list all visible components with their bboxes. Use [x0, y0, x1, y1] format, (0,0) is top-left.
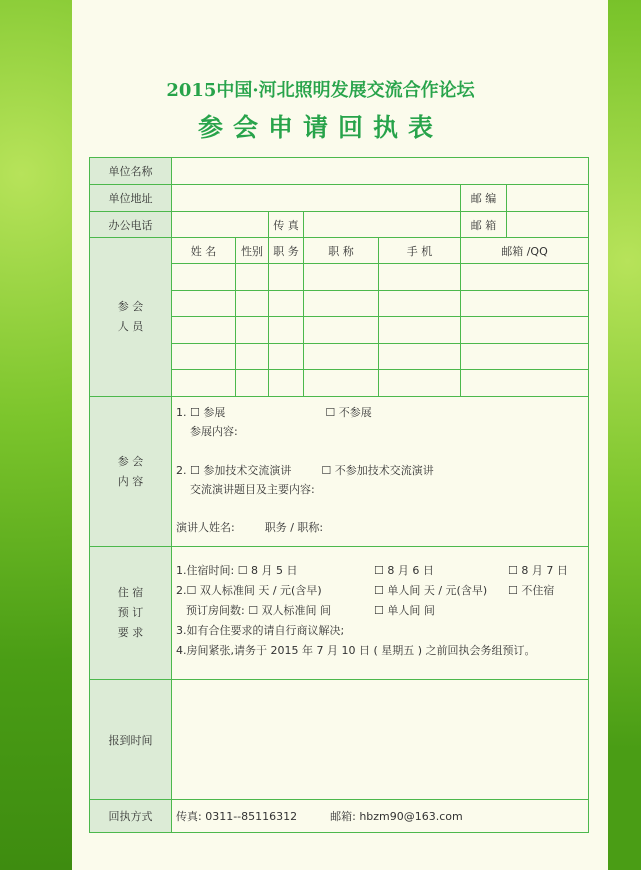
reply-method-cell	[172, 800, 589, 833]
reply-email: 邮箱: hbzm90@163.com	[330, 810, 463, 823]
attendee-cell[interactable]	[379, 291, 461, 317]
speech-topic-label: 交流演讲题目及主要内容:	[190, 483, 315, 496]
attendee-cell[interactable]	[172, 264, 236, 291]
stay-date-aug5[interactable]: 1.住宿时间: ☐ 8 月 5 日	[176, 564, 298, 577]
office-phone-label: 办公电话	[90, 212, 172, 238]
speaker-name-label: 演讲人姓名:	[176, 521, 235, 534]
lodging-cell	[172, 547, 589, 680]
company-name-field[interactable]	[172, 158, 589, 185]
fax-label: 传 真	[269, 212, 304, 238]
attendee-cell[interactable]	[461, 264, 589, 291]
attendee-cell[interactable]	[304, 344, 379, 370]
attendee-header-email-qq: 邮箱 /QQ	[461, 238, 589, 264]
lodging-note-3: 3.如有合住要求的请自行商议解决;	[176, 624, 345, 637]
attendee-header-gender: 性别	[236, 238, 269, 264]
lodging-label-line2: 预 订	[117, 606, 144, 619]
postcode-label: 邮 编	[461, 185, 507, 212]
attendee-header-title: 职 称	[304, 238, 379, 264]
attendee-cell[interactable]	[304, 291, 379, 317]
reply-method-label: 回执方式	[90, 800, 172, 833]
lodging-label	[90, 547, 172, 680]
lodging-label-line1: 住 宿	[117, 586, 144, 599]
attendees-label	[90, 238, 172, 397]
no-lodging-option[interactable]: ☐ 不住宿	[508, 584, 555, 597]
attendee-cell[interactable]	[172, 317, 236, 344]
content-label-line1: 参 会	[117, 454, 144, 468]
attendee-cell[interactable]	[236, 370, 269, 397]
attendee-cell[interactable]	[236, 317, 269, 344]
registration-form	[89, 157, 589, 833]
attendee-cell[interactable]	[461, 291, 589, 317]
arrival-time-label: 报到时间	[90, 680, 172, 800]
attendee-cell[interactable]	[269, 291, 304, 317]
no-speech-option[interactable]: ☐ 不参加技术交流演讲	[321, 464, 434, 477]
postcode-field[interactable]	[507, 185, 589, 212]
speaker-title-label: 职务 / 职称:	[264, 521, 324, 534]
attendee-cell[interactable]	[269, 264, 304, 291]
attendee-cell[interactable]	[269, 317, 304, 344]
company-address-field[interactable]	[172, 185, 461, 212]
attendees-label-line1: 参 会	[117, 300, 144, 313]
room-count-single[interactable]: ☐ 单人间 间	[374, 604, 435, 617]
room-count-double[interactable]: 预订房间数: ☐ 双人标准间 间	[186, 604, 332, 617]
reply-fax: 传真: 0311--85116312	[176, 810, 298, 823]
attendee-header-name: 姓 名	[172, 238, 236, 264]
attendee-cell[interactable]	[461, 344, 589, 370]
lodging-label-line3: 要 求	[117, 626, 144, 639]
content-cell	[172, 397, 589, 547]
email-label: 邮 箱	[461, 212, 507, 238]
stay-date-aug7[interactable]: ☐ 8 月 7 日	[508, 564, 568, 577]
fax-field[interactable]	[304, 212, 461, 238]
sub-title: 参会申请回执表	[197, 113, 443, 142]
attendee-cell[interactable]	[269, 370, 304, 397]
attendee-cell[interactable]	[379, 264, 461, 291]
attendee-cell[interactable]	[304, 264, 379, 291]
no-exhibit-option[interactable]: ☐ 不参展	[325, 406, 372, 419]
attendee-header-mobile: 手 机	[379, 238, 461, 264]
content-label-line2: 内 容	[117, 474, 144, 488]
attendee-cell[interactable]	[461, 317, 589, 344]
attendee-cell[interactable]	[172, 370, 236, 397]
attendee-cell[interactable]	[379, 344, 461, 370]
attendee-cell[interactable]	[461, 370, 589, 397]
email-field[interactable]	[507, 212, 589, 238]
double-room-option[interactable]: 2.☐ 双人标准间 天 / 元(含早)	[176, 584, 322, 597]
attendee-cell[interactable]	[172, 291, 236, 317]
attendee-cell[interactable]	[269, 344, 304, 370]
exhibit-option[interactable]: 1. ☐ 参展	[176, 406, 226, 419]
attendee-cell[interactable]	[304, 370, 379, 397]
single-room-option[interactable]: ☐ 单人间 天 / 元(含早)	[374, 584, 488, 597]
attendee-cell[interactable]	[379, 317, 461, 344]
main-title: 2015中国·河北照明发展交流合作论坛	[166, 80, 475, 101]
attendee-cell[interactable]	[236, 264, 269, 291]
arrival-time-field[interactable]	[172, 680, 589, 800]
attendee-cell[interactable]	[172, 344, 236, 370]
content-label	[90, 397, 172, 547]
attendees-label-line2: 人 员	[117, 320, 144, 333]
company-name-label: 单位名称	[90, 158, 172, 185]
lodging-note-4: 4.房间紧张,请务于 2015 年 7 月 10 日 ( 星期五 ) 之前回执会务组预订。	[176, 644, 536, 657]
speech-option[interactable]: 2. ☐ 参加技术交流演讲	[176, 464, 292, 477]
stay-date-aug6[interactable]: ☐ 8 月 6 日	[374, 564, 434, 577]
exhibit-content-label: 参展内容:	[190, 425, 238, 438]
attendee-header-position: 职 务	[269, 238, 304, 264]
company-address-label: 单位地址	[90, 185, 172, 212]
attendee-cell[interactable]	[236, 291, 269, 317]
office-phone-field[interactable]	[172, 212, 269, 238]
attendee-cell[interactable]	[236, 344, 269, 370]
attendee-cell[interactable]	[304, 317, 379, 344]
attendee-cell[interactable]	[379, 370, 461, 397]
